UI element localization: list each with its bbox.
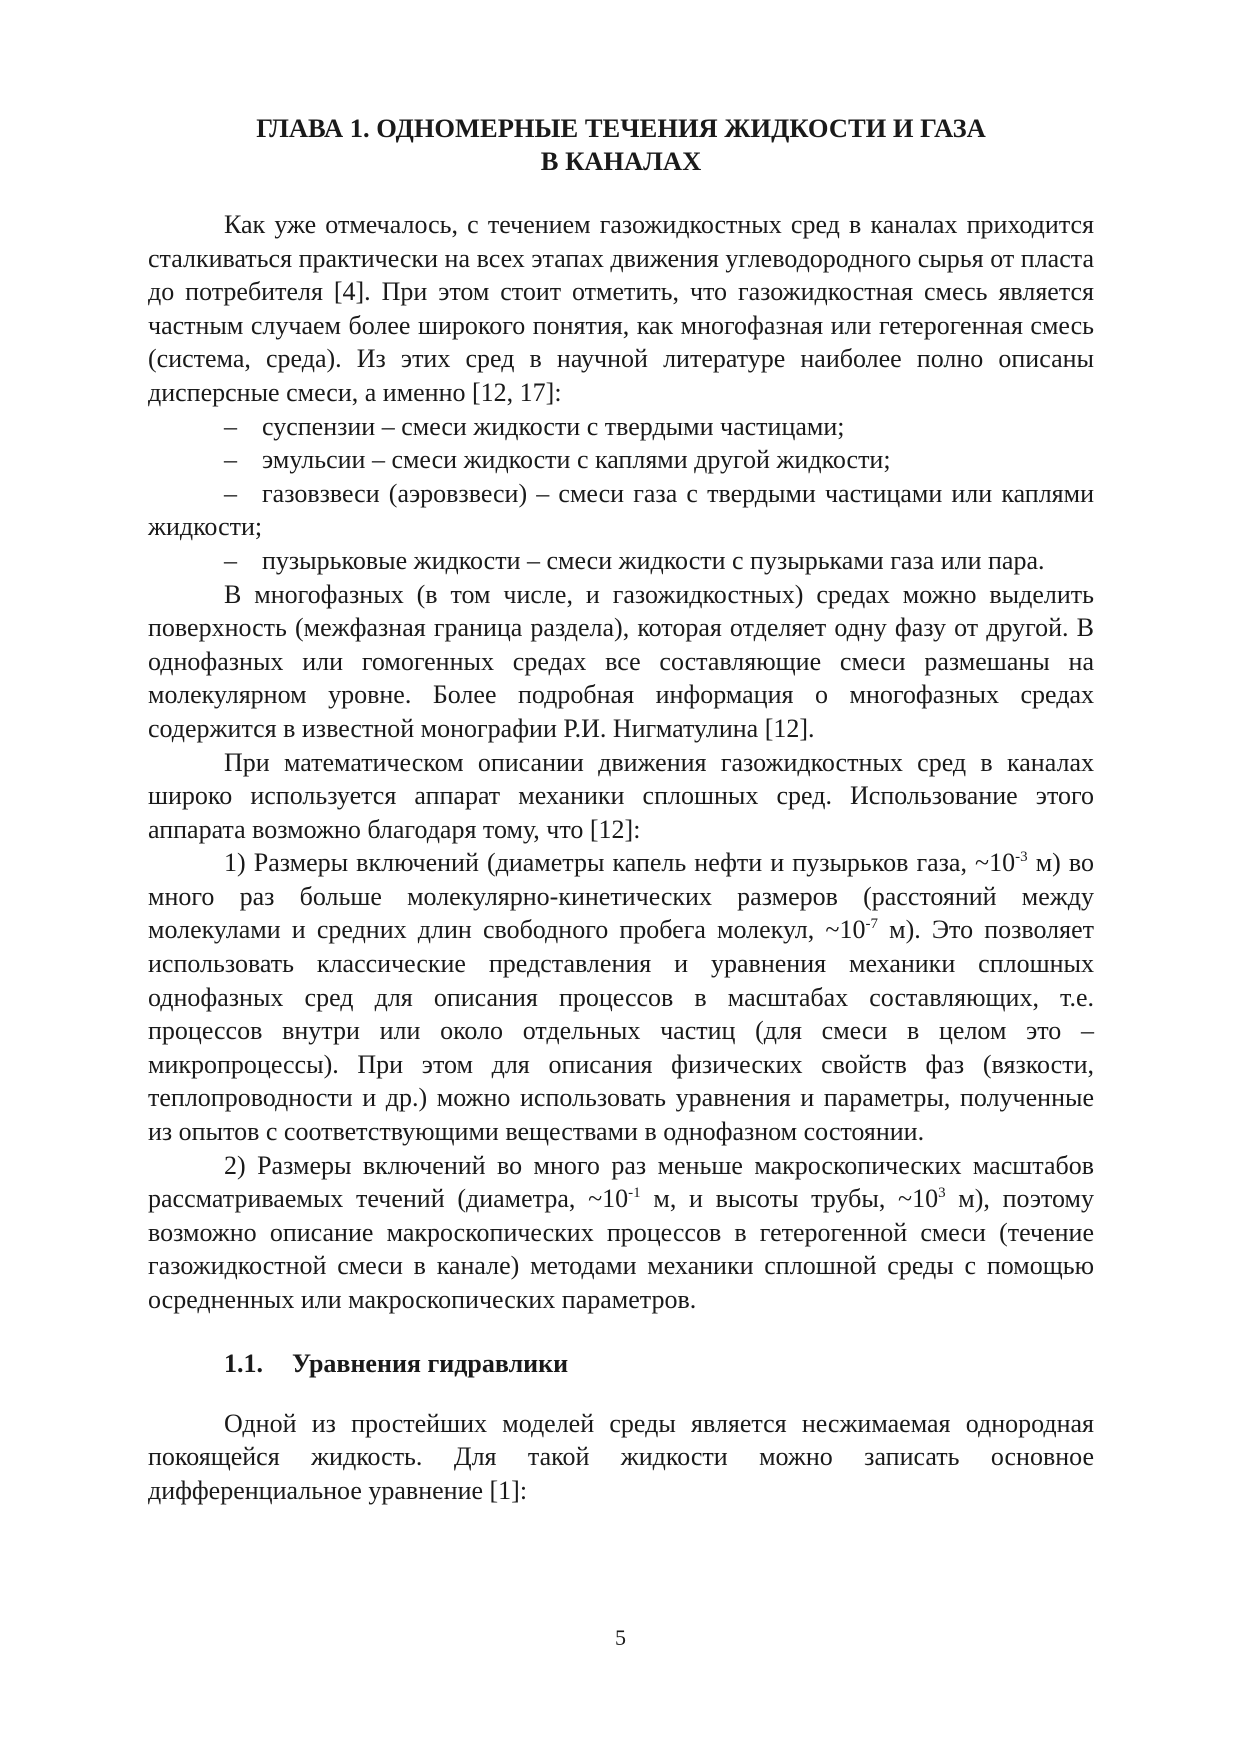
continuum-mechanics-paragraph: При математическом описании движения газожидкостных сред в каналах широко используется аппарат механики сплошных сред. Использование этого аппарата возможно благодаря тому, что [12]: xyxy=(148,747,1094,844)
list-item xyxy=(148,477,1094,544)
condition-1-text-b: м) во много раз больше молекулярно-кинетических размеров (расстояний между молекулами и средних длин свободного пробега молекул, ~10 xyxy=(148,848,1094,945)
condition-2-paragraph xyxy=(148,1149,1094,1317)
page-content xyxy=(148,112,1094,1507)
condition-1-text-a: 1) Размеры включений (диаметры капель нефти и пузырьков газа, ~10 xyxy=(224,848,1016,878)
list-dash: – xyxy=(224,545,237,575)
condition-2-text-a: 2) Размеры включений во много раз меньше макроскопических масштабов рассматриваемых течений (диаметра, ~10 xyxy=(148,1150,1094,1214)
multiphase-paragraph: В многофазных (в том числе, и газожидкостных) средах можно выделить поверхность (межфазная граница раздела), которая отделяет одну фазу от другой. В однофазных или гомогенных средах все составляющие смеси размешаны на молекулярном уровне. Более подробная информация о многофазных средах содержится в известной монографии Р.И. Нигматулина [12]. xyxy=(148,579,1094,743)
list-item xyxy=(148,443,1094,477)
condition-2-text-c: м), поэтому возможно описание макроскопических процессов в гетерогенной смеси (течение газожидкостной смеси в канале) методами механики сплошной среды с помощью осредненных или макроскопических параметров. xyxy=(148,1184,1094,1314)
list-item-text: пузырьковые жидкости – смеси жидкости с пузырьками газа или пара. xyxy=(262,545,1045,575)
condition-1-paragraph xyxy=(148,846,1094,1148)
section-title xyxy=(148,1347,1094,1381)
list-dash: – xyxy=(224,445,237,475)
section-number: 1.1. xyxy=(224,1348,263,1378)
exponent: 3 xyxy=(938,1185,946,1202)
list-dash: – xyxy=(224,411,237,441)
condition-1-text-c: м). Это позволяет использовать классические представления и уравнения механики сплошных однофазных сред для описания процессов в масштабах составляющих, т.е. процессов внутри или около отдельных частиц (для смеси в целом это – микропроцессы). При этом для описания физических свойств фаз (вязкости, теплопроводности и др.) можно использовать уравнения и параметры, полученные из опытов с соответствующими веществами в однофазном состоянии. xyxy=(148,915,1094,1147)
chapter-title-line-2: В КАНАЛАХ xyxy=(540,146,702,176)
exponent: -1 xyxy=(628,1185,641,1202)
list-item-text: суспензии – смеси жидкости с твердыми частицами; xyxy=(262,411,845,441)
page-number: 5 xyxy=(615,1625,626,1650)
section-paragraph: Одной из простейших моделей среды является несжимаемая однородная покоящейся жидкость. Для такой жидкости можно записать основное дифференциальное уравнение [1]: xyxy=(148,1408,1094,1505)
chapter-title xyxy=(148,112,1094,178)
condition-2-text-b: м, и высоты трубы, ~10 xyxy=(640,1184,939,1214)
list-item xyxy=(148,410,1094,444)
chapter-title-line-1: ГЛАВА 1. ОДНОМЕРНЫЕ ТЕЧЕНИЯ ЖИДКОСТИ И ГАЗА xyxy=(256,113,986,143)
section-title-text: Уравнения гидравлики xyxy=(292,1348,569,1378)
list-item-text: газовзвеси (аэровзвеси) – смеси газа с твердыми частицами или каплями жидкости; xyxy=(148,478,1094,542)
list-dash: – xyxy=(224,478,237,508)
exponent: -3 xyxy=(1015,849,1028,866)
list-item-text: эмульсии – смеси жидкости с каплями другой жидкости; xyxy=(262,445,891,475)
intro-paragraph: Как уже отмечалось, с течением газожидкостных сред в каналах приходится сталкиваться практически на всех этапах движения углеводородного сырья от пласта до потребителя [4]. При этом стоит отметить, что газожидкостная смесь является частным случаем более широкого понятия, как многофазная или гетерогенная смесь (система, среда). Из этих сред в научной литературе наиболее полно описаны дисперсные смеси, а именно [12, 17]: xyxy=(148,210,1094,407)
exponent: -7 xyxy=(865,916,878,933)
list-item xyxy=(148,544,1094,578)
